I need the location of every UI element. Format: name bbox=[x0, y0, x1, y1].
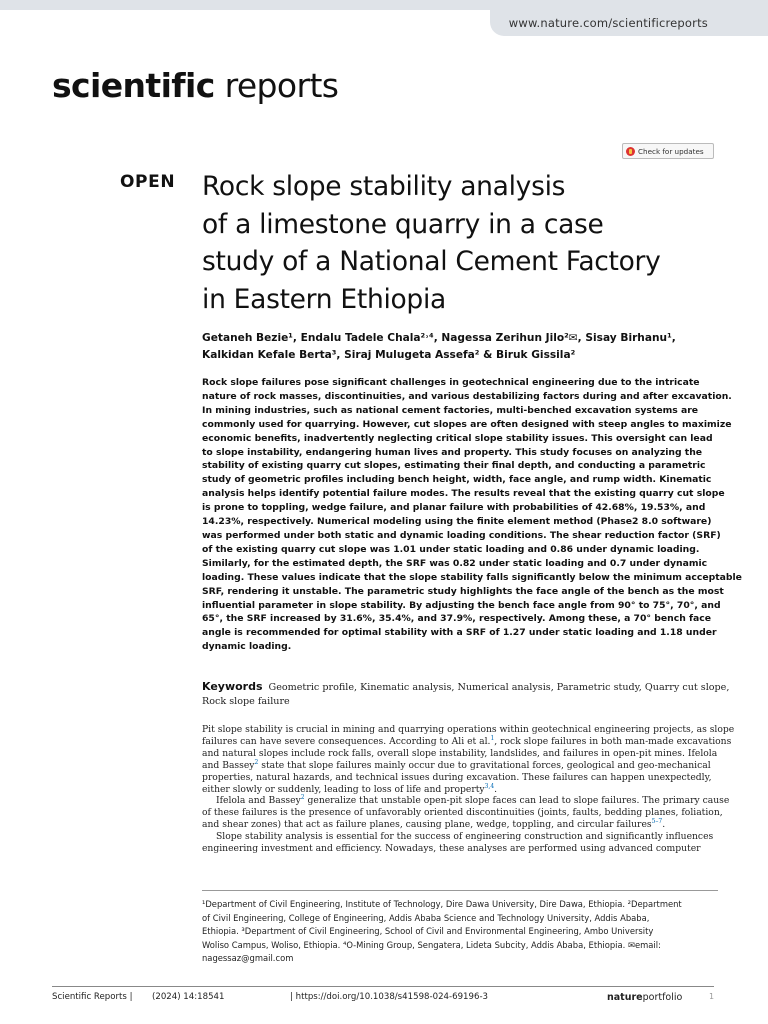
journal-url[interactable]: www.nature.com/scientificreports bbox=[508, 16, 708, 30]
keywords-text: Geometric profile, Kinematic analysis, Numerical analysis, Parametric study, Quarry cut slope, bbox=[268, 682, 730, 693]
body-line: Slope stability analysis is essential for the success of engineering construction and significantly influences bbox=[216, 831, 714, 843]
journal-logo-bold: scientific bbox=[52, 66, 215, 105]
abstract bbox=[202, 376, 742, 654]
citation-link[interactable]: 5–7 bbox=[651, 818, 663, 826]
page-number: 1 bbox=[709, 992, 715, 1001]
affiliation-line: Woliso Campus, Woliso, Ethiopia. ⁴O-Mining Group, Sengatera, Lideta Subcity, Addis Ababa, Ethiopia. ✉email: bbox=[202, 939, 661, 950]
citation-link[interactable]: 2 bbox=[254, 758, 259, 766]
abstract-line: Rock slope failures pose significant challenges in geotechnical engineering due to the intricate bbox=[202, 377, 700, 388]
body-line: Pit slope stability is crucial in mining and quarrying operations within geotechnical engineering projects, as slope bbox=[202, 724, 735, 735]
body-text bbox=[202, 724, 735, 855]
footer-journal: Scientific Reports | bbox=[52, 992, 133, 1002]
abstract-line: Similarly, for the estimated depth, the SRF was 0.82 under static loading and 0.7 under dynamic bbox=[202, 557, 708, 569]
title-line: in Eastern Ethiopia bbox=[202, 283, 446, 315]
abstract-line: loading. These values indicate that the slope stability falls significantly below the minimum acceptable bbox=[202, 571, 742, 583]
abstract-line: angle is recommended for optimal stability with a SRF of 1.27 under static loading and 1.18 under bbox=[202, 627, 717, 639]
citation-link[interactable]: 2 bbox=[300, 794, 305, 802]
body-line: engineering investment and efficiency. Nowadays, these analyses are performed using advanced computer bbox=[202, 843, 701, 855]
abstract-line: to slope instability, endangering human lives and property. This study focuses on analyzing the bbox=[202, 446, 703, 458]
open-access-label: OPEN bbox=[120, 172, 176, 192]
abstract-line: of the existing quarry cut slope was 1.01 under static loading and 0.86 under dynamic loading. bbox=[202, 543, 700, 555]
footer-volume: (2024) 14:18541 bbox=[152, 992, 225, 1002]
footer-doi-link[interactable]: | https://doi.org/10.1038/s41598-024-69196-3 bbox=[290, 992, 489, 1002]
abstract-line: was performed under both static and dynamic loading conditions. The shear reduction factor (SRF) bbox=[202, 529, 721, 541]
crossmark-icon bbox=[626, 147, 635, 156]
affiliations bbox=[202, 898, 722, 966]
body-line: and Bassey$^2$ state that slope failures mainly occur due to gravitational forces, geological and geo-mechanical bbox=[202, 758, 711, 771]
title-line: Rock slope stability analysis bbox=[202, 171, 566, 202]
title-line: of a limestone quarry in a case bbox=[202, 208, 604, 240]
article-title bbox=[202, 168, 742, 318]
affiliation-divider bbox=[202, 890, 718, 891]
check-for-updates-label: Check for updates bbox=[638, 146, 704, 156]
affiliation-line: ¹Department of Civil Engineering, Institute of Technology, Dire Dawa University, Dire Dawa, Ethiopia. ²Department bbox=[202, 899, 682, 909]
keywords-block bbox=[202, 680, 730, 708]
abstract-line: dynamic loading. bbox=[202, 641, 292, 653]
author-line[interactable]: Getaneh Bezie¹, Endalu Tadele Chala²˒⁴, Nagessa Zerihun Jilo²✉, Sisay Birhanu¹, bbox=[202, 332, 676, 344]
body-line: failures can have severe consequences. According to Ali et al.$^1$, rock slope failures in both man-made excavations bbox=[202, 734, 732, 747]
abstract-line: economic benefits, inadvertently neglecting critical slope stability issues. This oversight can lead bbox=[202, 432, 713, 444]
abstract-line: nature of rock masses, discontinuities, and various destabilizing factors during and after excavation. bbox=[202, 390, 732, 402]
title-line: study of a National Cement Factory bbox=[202, 246, 661, 277]
keywords-text: Rock slope failure bbox=[202, 695, 290, 707]
abstract-line: 14.23%, respectively. Numerical modeling using the finite element method (Phase2 8.0 software) bbox=[202, 516, 712, 528]
journal-logo-light: reports bbox=[214, 66, 339, 105]
body-line: and natural slopes include rock falls, overall slope instability, landslides, and failures in open-pit mines. Ifelola bbox=[202, 747, 718, 759]
abstract-line: In mining industries, such as national cement factories, multi-benched excavation systems are bbox=[202, 404, 699, 416]
author-list[interactable] bbox=[202, 330, 722, 364]
author-line[interactable]: Kalkidan Kefale Berta³, Siraj Mulugeta Assefa² & Biruk Gissila² bbox=[202, 349, 576, 361]
footer-divider bbox=[52, 986, 714, 987]
abstract-line: analysis helps identify potential failure modes. The results reveal that the existing quarry cut slope bbox=[202, 488, 725, 500]
header-band bbox=[0, 0, 768, 10]
keywords-label: Keywords bbox=[202, 680, 263, 693]
abstract-line: stability of existing quarry cut slopes, estimating their final depth, and conducting a parametric bbox=[202, 460, 706, 472]
abstract-line: is prone to toppling, wedge failure, and planar failure with probabilities of 42.68%, 19.53%, and bbox=[202, 502, 706, 514]
body-line: and shear zones) that act as failure planes, causing plane, wedge, toppling, and circular failures$^{5-7}$. bbox=[202, 818, 666, 831]
abstract-line: SRF, rendering it unstable. The parametric study highlights the face angle of the bench as the most bbox=[202, 585, 724, 597]
nature-portfolio-logo: natureportfolio bbox=[607, 992, 683, 1003]
body-line: Ifelola and Bassey$^2$ generalize that unstable open-pit slope faces can lead to slope failures. The primary cause bbox=[216, 794, 730, 807]
abstract-line: influential parameter in slope stability. By adjusting the bench face angle from 90° to 75°, 70°, and bbox=[202, 599, 721, 611]
corresponding-email[interactable]: nagessaz@gmail.com bbox=[202, 953, 294, 963]
abstract-line: study of geometric profiles including bench height, width, face angle, and rump width. Kinematic bbox=[202, 474, 712, 486]
abstract-line: 65°, the SRF increased by 31.6%, 35.4%, and 37.9%, respectively. Among these, a 70° bench face bbox=[202, 613, 712, 625]
affiliation-line: of Civil Engineering, College of Engineering, Addis Ababa Science and Technology University, Addis Ababa, bbox=[202, 912, 650, 923]
citation-link[interactable]: 1 bbox=[490, 734, 495, 742]
citation-link[interactable]: 3,4 bbox=[484, 782, 495, 790]
body-line: properties, natural hazards, and technical issues during excavation. These failures can happen unexpectedly, bbox=[202, 771, 712, 783]
journal-logo[interactable] bbox=[52, 66, 338, 105]
body-line: of these failures is the presence of unfavorably oriented discontinuities (joints, faults, bedding planes, foliation, bbox=[202, 807, 723, 819]
journal-url-bar[interactable] bbox=[490, 10, 768, 36]
abstract-line: commonly used for quarrying. However, cut slopes are often designed with steep angles to maximize bbox=[202, 418, 732, 430]
check-for-updates-button[interactable] bbox=[622, 143, 714, 159]
body-line: either slowly or suddenly, leading to loss of life and property$^{3,4}$. bbox=[202, 782, 498, 795]
affiliation-line: Ethiopia. ³Department of Civil Engineering, School of Civil and Environmental Engineering, Ambo University bbox=[202, 926, 654, 936]
